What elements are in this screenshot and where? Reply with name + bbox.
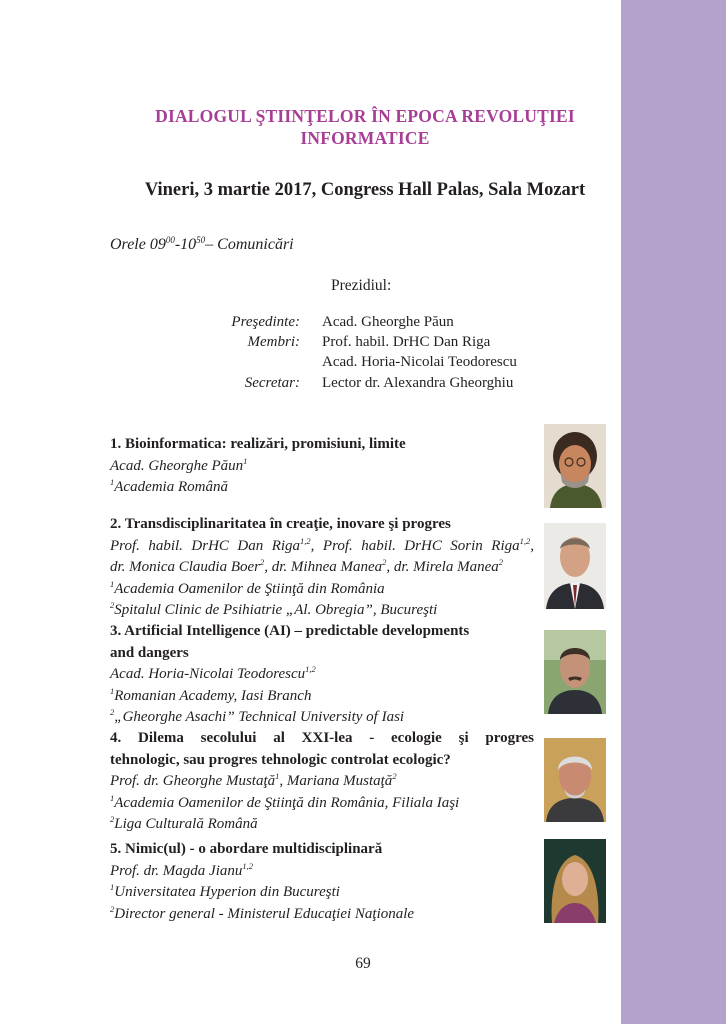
- affiliation-text: „Gheorghe Asachi” Technical University of Iasi: [114, 709, 405, 725]
- affiliation-sup: 1: [110, 578, 115, 589]
- hours-mid: -10: [174, 236, 197, 253]
- talk-5-authors: [110, 861, 534, 883]
- session-title-line-1: DIALOGUL ŞTIINŢELOR ÎN EPOCA REVOLUŢIEI: [155, 106, 575, 126]
- author-separator: ,: [530, 537, 534, 554]
- talk-2: [110, 514, 534, 622]
- affiliation-text: Liga Culturală Română: [114, 816, 258, 832]
- affiliation-sup: 1: [110, 685, 115, 696]
- author-name: , Mariana Mustaţă: [279, 773, 393, 789]
- talk-3-affiliation-1: [110, 686, 534, 708]
- talk-2-authors-line-1: [110, 536, 534, 558]
- session-dateline: Vineri, 3 martie 2017, Congress Hall Palas, Sala Mozart: [144, 180, 586, 200]
- talk-3-authors: [110, 664, 534, 686]
- session-title-line-2: INFORMATICE: [300, 128, 430, 148]
- presidium-role-president: Preşedinte:: [231, 314, 300, 330]
- presidium-name-secretary: Lector dr. Alexandra Gheorghiu: [322, 375, 514, 391]
- talk-1-title: 1. Bioinformatica: realizări, promisiuni, limite: [110, 436, 406, 452]
- affiliation-text: Academia Oamenilor de Ştiinţă din România: [114, 580, 385, 597]
- talk-2-affiliation-1: [110, 579, 534, 601]
- speaker-photo-5: [544, 839, 606, 923]
- author-sup: 2: [260, 557, 265, 567]
- affiliation-text: Director general - Ministerul Educaţiei Naţionale: [114, 905, 415, 922]
- author-sup: 2: [498, 557, 504, 567]
- hours-suffix: – Comunicări: [205, 236, 294, 253]
- presidium-name-member-1: Prof. habil. DrHC Dan Riga: [322, 334, 491, 350]
- talk-5-affiliation-2: [110, 904, 534, 926]
- author-name: Acad. Horia-Nicolai Teodorescu: [110, 666, 306, 682]
- presidium-role-members: Membri:: [247, 334, 300, 350]
- affiliation-sup: 2: [110, 707, 115, 717]
- page-number: 69: [355, 955, 371, 972]
- author-sup: 1,2: [300, 535, 311, 546]
- affiliation-text: Universitatea Hyperion din Bucureşti: [114, 884, 340, 900]
- author-name: , Prof. habil. DrHC Sorin Riga: [310, 537, 520, 554]
- talk-1: [110, 434, 534, 499]
- affiliation-sup: 1: [110, 477, 115, 487]
- talk-4: [110, 728, 534, 836]
- affiliation-text: Academia Română: [114, 479, 228, 495]
- talk-5-title: 5. Nimic(ul) - o abordare multidisciplinară: [110, 841, 383, 857]
- affiliation-text: Romanian Academy, Iasi Branch: [114, 687, 312, 704]
- author-name: Prof. habil. DrHC Dan Riga: [110, 537, 301, 554]
- affiliation-sup: 2: [110, 814, 115, 824]
- author-sup: 1: [243, 455, 248, 466]
- hours-sup-end: 50: [196, 235, 206, 245]
- talk-3-title-line-1: 3. Artificial Intelligence (AI) – predictable developments: [110, 623, 470, 639]
- talk-2-affiliation-2: [110, 600, 534, 622]
- presidium-role-secretary: Secretar:: [244, 375, 300, 391]
- session-hours: [110, 229, 294, 256]
- author-sup: 1,2: [305, 664, 316, 674]
- author-name: dr. Monica Claudia Boer: [110, 559, 260, 575]
- speaker-photo-2: [544, 523, 606, 609]
- author-name: , dr. Mirela Manea: [386, 559, 499, 575]
- talk-5: [110, 839, 534, 925]
- affiliation-sup: 1: [110, 792, 115, 803]
- author-sup: 1,2: [519, 535, 531, 546]
- talk-1-authors: [110, 456, 534, 478]
- session-title: [110, 105, 620, 149]
- presidium-heading: Prezidiul:: [331, 277, 392, 294]
- presidium-name-president: Acad. Gheorghe Păun: [322, 314, 454, 330]
- hours-sup-start: 00: [165, 235, 175, 245]
- talk-3-title-line-2: and dangers: [110, 644, 189, 661]
- talk-3: [110, 621, 534, 729]
- page-edge-band: [621, 0, 726, 1024]
- talk-5-affiliation-1: [110, 882, 534, 904]
- author-name: Prof. dr. Magda Jianu: [110, 862, 243, 879]
- affiliation-sup: 2: [110, 903, 115, 914]
- author-sup: 2: [392, 771, 397, 781]
- author-name: , dr. Mihnea Manea: [264, 559, 383, 575]
- talk-4-title-line-2: tehnologic, sau progres tehnologic controlat ecologic?: [110, 751, 451, 768]
- speaker-photo-3: [544, 630, 606, 714]
- affiliation-text: Spitalul Clinic de Psihiatrie „Al. Obregia”, Bucureşti: [114, 602, 438, 618]
- affiliation-sup: 1: [110, 882, 115, 892]
- speaker-photo-4: [544, 738, 606, 822]
- talk-2-title: 2. Transdisciplinaritatea în creaţie, inovare şi progres: [110, 516, 451, 532]
- author-sup: 2: [382, 557, 387, 567]
- talk-4-affiliation-2: [110, 814, 534, 836]
- talk-4-authors: [110, 771, 534, 793]
- presidium-name-member-2: Acad. Horia-Nicolai Teodorescu: [322, 354, 517, 370]
- speaker-photo-1: [544, 424, 606, 508]
- talk-2-authors-line-2: [110, 557, 534, 579]
- author-sup: 1,2: [242, 860, 253, 871]
- affiliation-sup: 2: [110, 600, 115, 610]
- talk-1-affiliation-1: [110, 477, 534, 499]
- affiliation-text: Academia Oamenilor de Ştiinţă din România, Filiala Iaşi: [114, 794, 460, 811]
- talk-4-title-line-1: 4. Dilema secolului al XXI-lea - ecologie şi progres: [110, 730, 534, 746]
- talk-3-affiliation-2: [110, 707, 534, 729]
- author-sup: 1: [275, 771, 280, 781]
- author-name: Prof. dr. Gheorghe Mustaţă: [110, 773, 276, 789]
- hours-prefix: Orele 09: [110, 236, 166, 253]
- author-name: Acad. Gheorghe Păun: [110, 457, 244, 474]
- talk-4-affiliation-1: [110, 793, 534, 815]
